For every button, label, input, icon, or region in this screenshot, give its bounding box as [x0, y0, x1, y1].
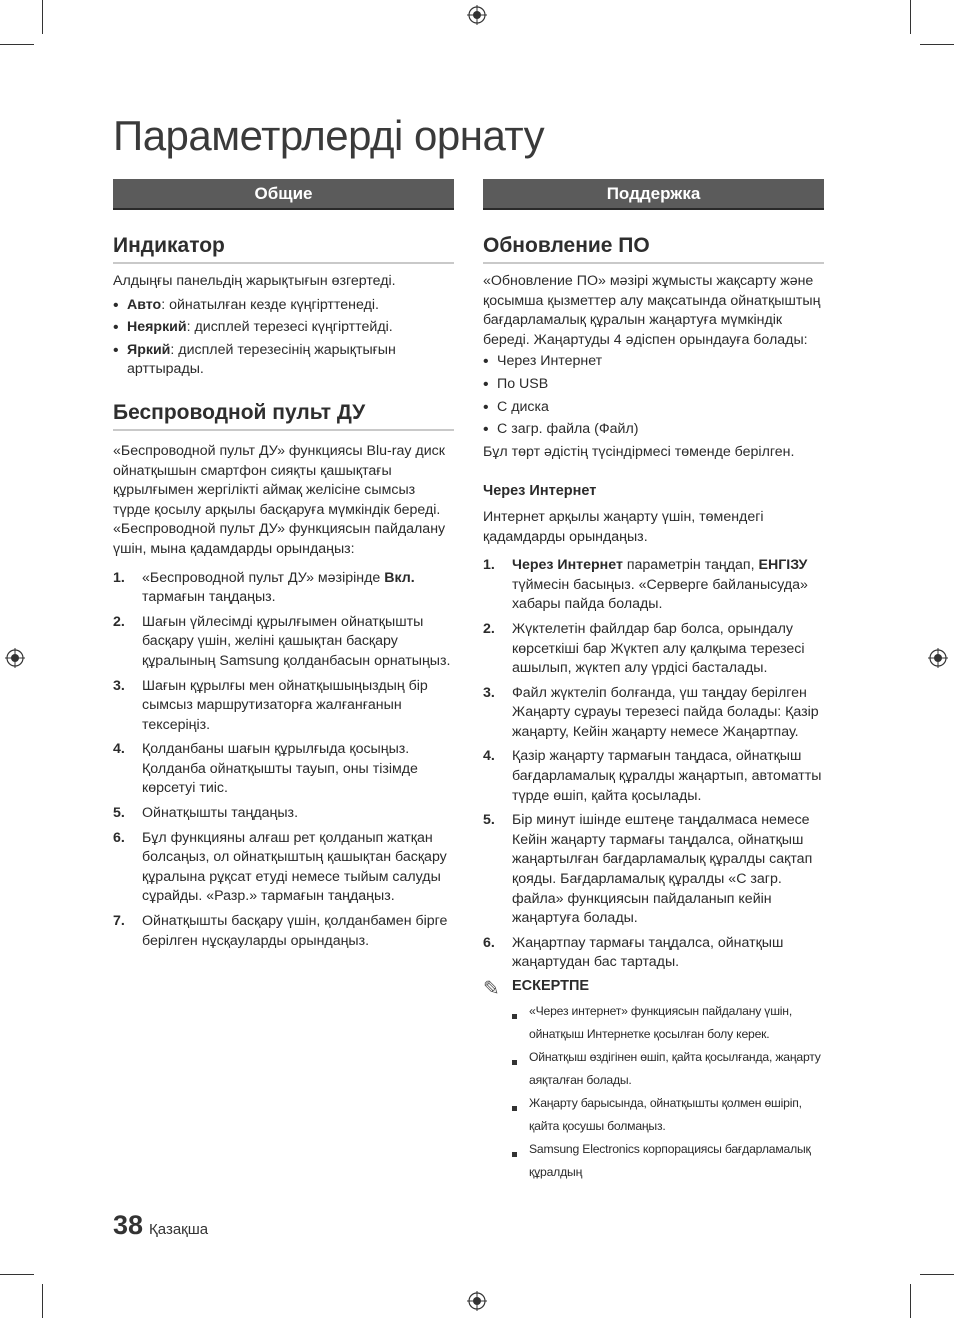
- note-item: «Через интернет» функциясын пайдалану үшін, ойнатқыш Интернетке қосылған болу керек.: [512, 1000, 824, 1046]
- step-item: [483, 811, 824, 929]
- step-number: 4.: [483, 748, 495, 765]
- page-title: Параметрлерді орнату: [113, 112, 545, 159]
- pencil-icon: ✎: [483, 978, 500, 1000]
- step-text: Шағын үйлесімді құрылғымен ойнатқышты басқару үшін, желіні қашықтан басқару құралының Samsung қолданбасын орнатыңыз.: [142, 613, 451, 669]
- step-item: [113, 569, 454, 608]
- crop-mark: [0, 1274, 34, 1275]
- registration-mark-icon: [5, 648, 25, 668]
- step-number: 2.: [483, 620, 495, 637]
- update-outro: Бұл төрт әдістің түсіндірмесі төменде берілген.: [483, 443, 795, 460]
- step-number: 6.: [113, 829, 125, 846]
- step-text: Бұл функцияны алғаш рет қолданып жатқан болсаңыз, ол ойнатқыштың қашықтан басқару құралына рұқсат етуді немесе тыйым салуды сұрайды. «Разр.» тармағын таңдаңыз.: [142, 829, 447, 905]
- update-methods: [483, 352, 824, 439]
- note-item: Ойнатқыш өздігінен өшіп, қайта қосылғанда, жаңарту аяқталған болады.: [512, 1046, 824, 1092]
- step-number: 6.: [483, 934, 495, 951]
- list-item: [113, 318, 454, 338]
- step-number: 5.: [483, 812, 495, 829]
- language-label: Қазақша: [149, 1221, 209, 1238]
- step-item: [113, 677, 454, 736]
- registration-mark-icon: [467, 5, 487, 25]
- step-text: Жаңартпау тармағы таңдалса, ойнатқыш жаңартудан бас тартады.: [512, 934, 784, 971]
- list-item: [113, 341, 454, 380]
- step-item: [113, 804, 454, 824]
- step-text: тармағын таңдаңыз.: [142, 589, 276, 606]
- step-item: [113, 912, 454, 951]
- list-item: • По USB: [483, 375, 824, 395]
- left-column: [113, 179, 454, 956]
- list-item: • Через Интернет: [483, 352, 824, 372]
- page-footer: [113, 1210, 208, 1241]
- crop-mark: [920, 44, 954, 45]
- step-text: параметрін таңдап,: [622, 557, 759, 574]
- step-text: Ойнатқышты таңдаңыз.: [142, 805, 299, 822]
- step-item: [113, 613, 454, 672]
- step-bold: Через Интернет: [512, 557, 623, 574]
- remote-steps: [113, 569, 454, 952]
- step-text: Шағын құрылғы мен ойнатқышыңыздың бір сымсыз маршрутизаторға жалғанғанын тексеріңіз.: [142, 677, 428, 733]
- note-list: [512, 1000, 824, 1184]
- indicator-intro: Алдыңғы панельдің жарықтығын өзгертеді.: [113, 273, 396, 289]
- option-term: Авто: [127, 296, 162, 313]
- step-number: 2.: [113, 613, 125, 630]
- section-bar-general: Общие: [113, 179, 454, 210]
- step-item: [483, 556, 824, 615]
- option-text: : дисплей терезесі күңгірттейді.: [186, 319, 393, 336]
- option-text: : ойнатылған кезде күңгірттенеді.: [161, 296, 379, 313]
- step-number: 7.: [113, 913, 125, 930]
- step-number: 3.: [113, 677, 125, 694]
- step-number: 4.: [113, 741, 125, 758]
- page-number: 38: [113, 1210, 144, 1240]
- crop-mark: [42, 0, 43, 34]
- step-item: [483, 747, 824, 806]
- update-intro: «Обновление ПО» мәзірі жұмысты жақсарту және қосымша қызметтер алу мақсатында ойнатқыштың бағдарламалық құралын жаңартуға мүмкіндік береді. Жаңартуды 4 әдіспен орындауға болады:: [483, 273, 821, 348]
- step-number: 1.: [483, 557, 495, 574]
- crop-mark: [920, 1274, 954, 1275]
- crop-mark: [42, 1284, 43, 1318]
- step-text: Ойнатқышты басқару үшін, қолданбамен бірге берілген нұсқауларды орындаңыз.: [142, 913, 448, 949]
- note-heading: [483, 978, 824, 1000]
- note-label: ЕСКЕРТПЕ: [512, 978, 590, 994]
- step-text: «Беспроводной пульт ДУ» мәзірінде: [142, 569, 385, 586]
- crop-mark: [910, 1284, 911, 1318]
- remote-intro: «Беспроводной пульт ДУ» функциясы Blu-ray диск ойнатқышын смартфон сияқты қашықтағы құрылғымен жергілікті аймақ желісіне сымсыз түрде қосылу арқылы басқаруға мүмкіндік береді.: [113, 442, 445, 518]
- internet-intro: Интернет арқылы жаңарту үшін, төмендегі қадамдарды орындаңыз.: [483, 508, 764, 545]
- option-term: Яркий: [127, 341, 171, 358]
- step-item: [483, 620, 824, 679]
- remote-intro-2: «Беспроводной пульт ДУ» функциясын пайдалану үшін, мына қадамдарды орындаңыз:: [113, 521, 446, 557]
- option-term: Неяркий: [127, 319, 187, 336]
- registration-mark-icon: [467, 1291, 487, 1311]
- step-text: Файл жүктеліп болғанда, үш таңдау берілген Жаңарту сұрауы терезесі пайда болады: Қазір жаңарту, Кейін жаңарту немесе Жаңартпау.: [512, 684, 819, 740]
- update-heading: Обновление ПО: [483, 234, 824, 264]
- section-bar-support: Поддержка: [483, 179, 824, 210]
- step-text: Қолданбаны шағын құрылғыда қосыңыз. Қолданба ойнатқышты тауып, оны тізімде көрсетуі тиіс.: [142, 741, 418, 797]
- indicator-options: [113, 296, 454, 380]
- step-item: [483, 934, 824, 973]
- remote-heading: Беспроводной пульт ДУ: [113, 401, 454, 431]
- list-item: [113, 296, 454, 316]
- list-item: • С загр. файла (Файл): [483, 420, 824, 440]
- crop-mark: [910, 0, 911, 34]
- step-text: Қазір жаңарту тармағын таңдаса, ойнатқыш бағдарламалық құралды жаңартып, автоматты түрде өшіп, қайта қосылады.: [512, 748, 822, 804]
- step-item: [483, 684, 824, 743]
- indicator-heading: Индикатор: [113, 234, 454, 264]
- step-number: 3.: [483, 684, 495, 701]
- step-number: 1.: [113, 569, 125, 586]
- note-item: Жаңарту барысында, ойнатқышты қолмен өшіріп, қайта қосушы болмаңыз.: [512, 1092, 824, 1138]
- note-item: Samsung Electronics корпорациясы бағдарламалық құралдың: [512, 1138, 824, 1184]
- step-text: түймесін басыңыз. «Серверге байланысуда» хабары пайда болады.: [512, 576, 808, 613]
- step-bold: Вкл.: [384, 569, 415, 586]
- step-item: [113, 740, 454, 799]
- right-column: [483, 179, 824, 1184]
- step-text: Жүктелетін файлдар бар болса, орындалу көрсеткіші бар Жүктеп алу қалқыма терезесі ашылып, жүктеп алу үрдісі басталады.: [512, 620, 805, 677]
- step-bold: ЕНГІЗУ: [758, 557, 808, 574]
- crop-mark: [0, 44, 34, 45]
- step-item: [113, 829, 454, 907]
- internet-subheading: Через Интернет: [483, 483, 597, 500]
- step-number: 5.: [113, 805, 125, 822]
- option-text: : дисплей терезесінің жарықтығын арттырады.: [127, 341, 396, 378]
- internet-steps: [483, 556, 824, 973]
- registration-mark-icon: [928, 648, 948, 668]
- step-text: Бір минут ішінде ештеңе таңдалмаса немесе Кейін жаңарту тармағы таңдалса, ойнатқыш жаңартылған бағдарламалық құралды сақтап қояды. Бағдарламалық құралды «С загр. файла» функциясын пайдаланып кейін жаңартуға болады.: [512, 812, 813, 927]
- list-item: • С диска: [483, 398, 824, 418]
